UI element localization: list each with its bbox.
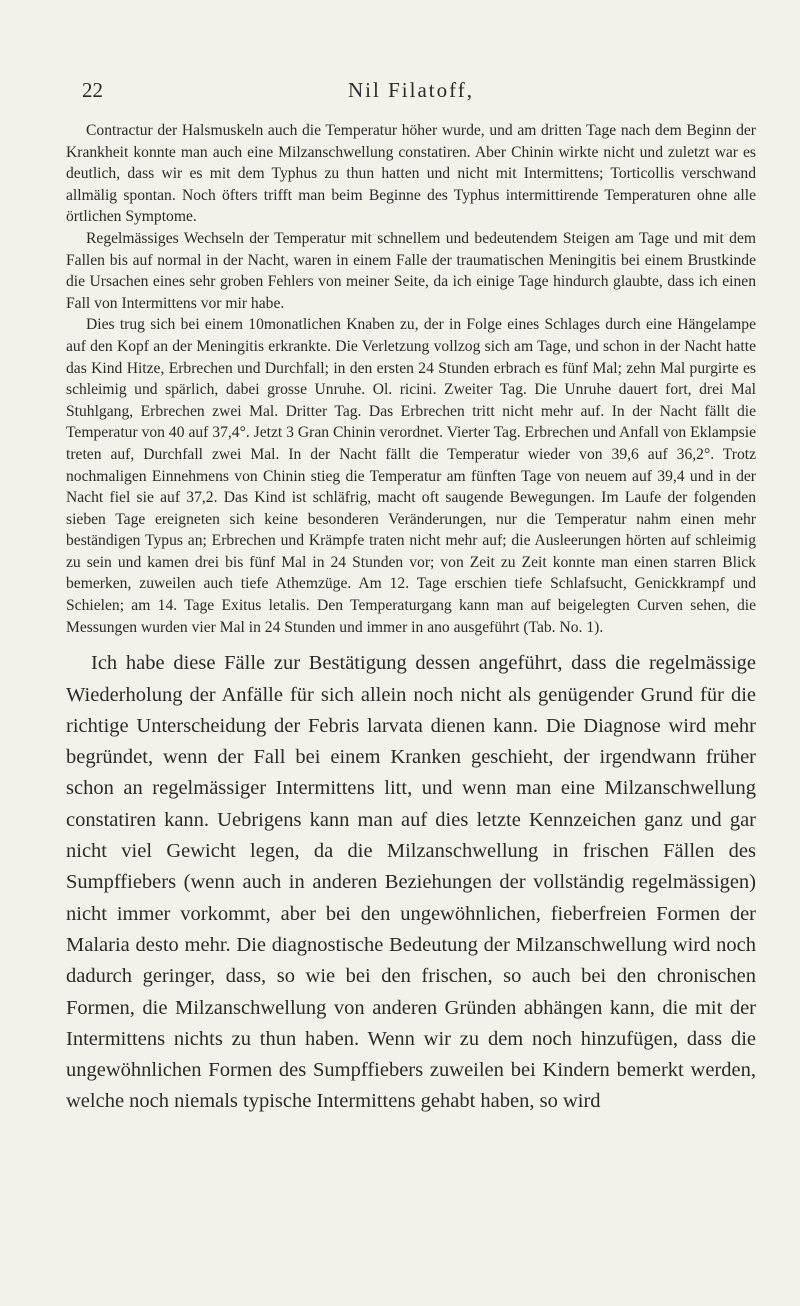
small-print-section (66, 120, 756, 638)
paragraph-typhus-case: Contractur der Halsmuskeln auch die Temperatur höher wurde, und am dritten Tage nach dem Beginn der Krankheit konnte man auch eine Milzanschwellung constatiren. Aber Chinin wirkte nicht und zuletzt war es deutlich, dass wir es mit dem Typhus zu thun hatten und nicht mit Intermittens; Torticollis verschwand allmälig spontan. Noch öfters trifft man beim Beginne des Typhus intermittirende Temperaturen ohne alle örtlichen Symptome. (66, 122, 756, 226)
running-head (66, 70, 756, 100)
running-title: Nil Filatoff, (348, 78, 474, 102)
page-number: 22 (82, 78, 103, 102)
paragraph-meningitis-case: Dies trug sich bei einem 10monatlichen Knaben zu, der in Folge eines Schlages durch eine Hängelampe auf den Kopf an der Meningitis erkrankte. Die Verletzung vollzog sich am Tage, und schon in der Nacht hatte das Kind Hitze, Erbrechen und Durchfall; in den ersten 24 Stunden erbrach es fünf Mal; zehn Mal purgirte es schleimig und spärlich, dabei grosse Unruhe. Ol. ricini. Zweiter Tag. Die Unruhe dauert fort, drei Mal Stuhlgang, Erbrechen zwei Mal. Dritter Tag. Das Erbrechen tritt nicht mehr auf. In der Nacht fällt die Temperatur von 40 auf 37,4°. Jetzt 3 Gran Chinin verordnet. Vierter Tag. Erbrechen und Anfall von Eklampsie treten auf, Durchfall zwei Mal. In der Nacht fällt die Temperatur wieder von 39,6 auf 36,2°. Trotz nochmaligen Einnehmens von Chinin stieg die Temperatur am fünften Tage von neuem auf 39,4 und in der Nacht fiel sie auf 37,2. Das Kind ist schläfrig, macht oft saugende Bewegungen. Im Laufe der folgenden sieben Tage ereigneten sich keine besonderen Veränderungen, nur die Temperatur nahm einen mehr beständigen Typus an; Erbrechen und Krämpfe traten nicht mehr auf; die Ausleerungen hörten auf schleimig zu sein und kamen drei bis fünf Mal in 24 Stunden vor; von Zeit zu Zeit konnte man einen starren Blick bemerken, zuweilen auch tiefe Athemzüge. Am 12. Tage erschien tiefe Schlafsucht, Genickkrampf und Schielen; am 14. Tage Exitus letalis. Den Temperaturgang kann man auf beigelegten Curven sehen, die Messungen wurden vier Mal in 24 Stunden und immer in ano ausgeführt (Tab. No. 1). (66, 316, 756, 636)
main-text-section (66, 648, 756, 1117)
paragraph-meningitis-intro: Regelmässiges Wechseln der Temperatur mit schnellem und bedeutendem Steigen am Tage und mit dem Fallen bis auf normal in der Nacht, waren in einem Falle der traumatischen Meningitis bei einem Brustkinde die Ursachen eines sehr groben Fehlers von meiner Seite, da ich einige Tage hindurch glaubte, dass ich einen Fall von Intermittens vor mir habe. (66, 229, 756, 312)
paragraph-diagnosis-discussion: Ich habe diese Fälle zur Bestätigung dessen angeführt, dass die regelmässige Wiederholung der Anfälle für sich allein noch nicht als genügender Grund für die richtige Unterscheidung der Febris larvata dienen kann. Die Diagnose wird mehr begründet, wenn der Fall bei einem Kranken geschieht, der irgendwann früher schon an regelmässiger Intermittens litt, und wenn man eine Milzanschwellung constatiren kann. Uebrigens kann man auf dies letzte Kennzeichen ganz und gar nicht viel Gewicht legen, da die Milzanschwellung in frischen Fällen des Sumpffiebers (wenn auch in anderen Beziehungen der vollständig regelmässigen) nicht immer vorkommt, aber bei den ungewöhnlichen, fieberfreien Formen der Malaria desto mehr. Die diagnostische Bedeutung der Milzanschwellung wird noch dadurch geringer, dass, so wie bei den frischen, so auch bei den chronischen Formen, die Milzanschwellung von anderen Gründen abhängen kann, die mit der Intermittens nichts zu thun haben. Wenn wir zu dem noch hinzufügen, dass die ungewöhnlichen Formen des Sumpffiebers zuweilen bei Kindern bemerkt werden, welche noch niemals typische Intermittens gehabt haben, so wird (66, 652, 756, 1113)
